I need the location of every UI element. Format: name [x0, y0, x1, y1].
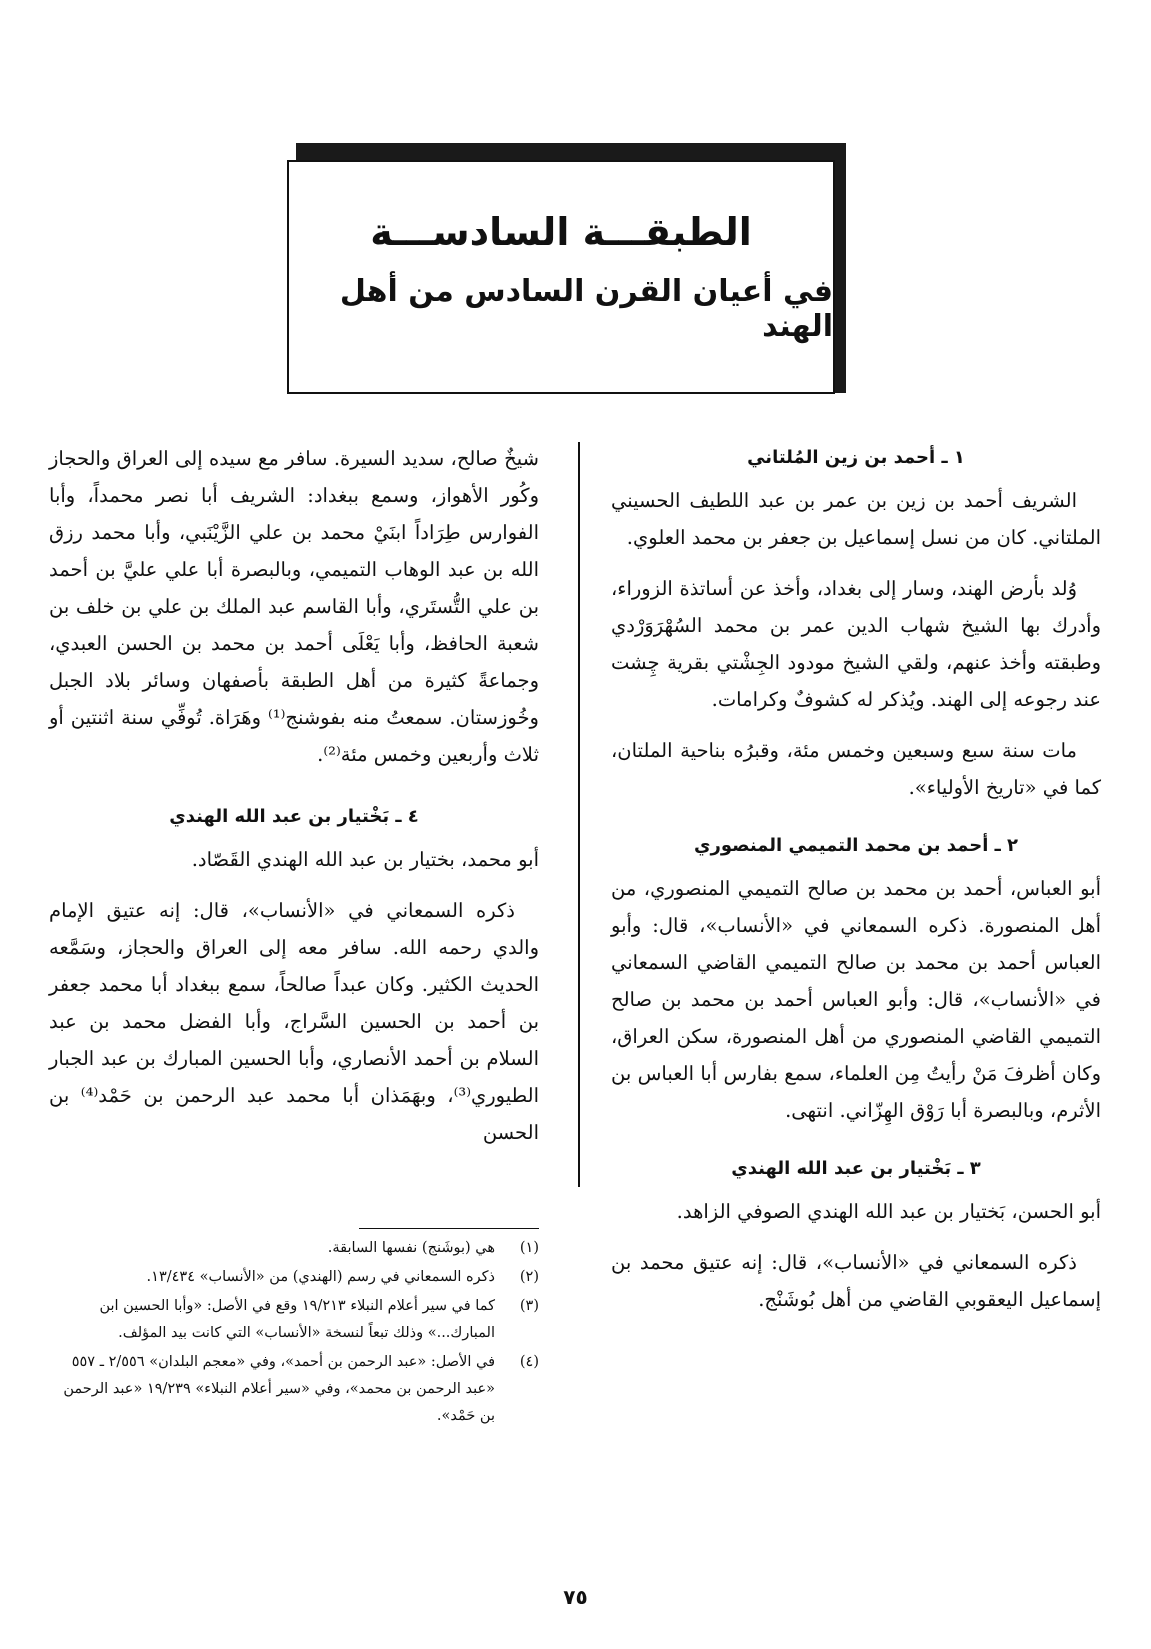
footnote-text: ذكره السمعاني في رسم (الهندي) من «الأنساب» ١٣/٤٣٤.: [146, 1269, 495, 1285]
right-column: [611, 440, 1101, 1340]
entry-title: ٢ ـ أحمد بن محمد التميمي المنصوري: [693, 835, 1019, 856]
footnote-3: [49, 1293, 539, 1347]
entry-2: [611, 828, 1101, 1129]
footnote-number: (٢): [519, 1269, 539, 1285]
entry-paragraph: الشريف أحمد بن زين بن عمر بن عبد اللطيف الحسيني الملتاني. كان من نسل إسماعيل بن جعفر بن محمد العلوي.: [611, 489, 1101, 549]
page-number: ٧٥: [563, 1585, 588, 1609]
entry-paragraph: أبو محمد، بختيار بن عبد الله الهندي القَصّاد.: [191, 848, 539, 871]
chapter-title-box: [287, 160, 835, 394]
entry-1: [611, 440, 1101, 806]
chapter-subtitle: في أعيان القرن السادس من أهل الهند: [339, 274, 833, 344]
footnote-4: [49, 1349, 539, 1430]
footnote-text: في الأصل: «عبد الرحمن بن أحمد»، وفي «معجم البلدان» ٢/٥٥٦ ـ ٥٥٧ «عبد الرحمن بن محمد»، وفي «سير أعلام النبلاء» ١٩/٢٣٩ «عبد الرحمن بن حَمْد».: [63, 1354, 495, 1424]
entry-title: ١ ـ أحمد بن زين المُلتاني: [747, 447, 965, 468]
entry-title: ٤ ـ بَخْتيار بن عبد الله الهندي: [169, 806, 419, 827]
entry-paragraph: مات سنة سبع وسبعين وخمس مئة، وقبرُه بناحية الملتان، كما في «تاريخ الأولياء».: [611, 739, 1101, 799]
footnote-number: (٣): [519, 1298, 539, 1314]
entry-paragraph: أبو العباس، أحمد بن محمد بن صالح التميمي المنصوري، من أهل المنصورة. ذكره السمعاني في «الأنساب»، قال: وأبو العباس أحمد بن محمد بن صالح التميمي القاضي السمعاني في «الأنساب»، قال: وأبو العباس أحمد بن محمد بن صالح التميمي القاضي المنصوري من أهل المنصورة، سكن العراق، وكان أظرفَ مَنْ رأيتُ مِن العلماء، سمع بفارس أبا العباس بن الأثرم، وبالبصرة أبا رَوْق الهِزّاني. انتهى.: [611, 877, 1101, 1122]
footnotes: [49, 1228, 539, 1432]
entry-title: ٣ ـ بَخْتيار بن عبد الله الهندي: [731, 1158, 981, 1179]
entry-4: [49, 799, 539, 1151]
footnote-text: هي (بوشَنج) نفسها السابقة.: [327, 1240, 495, 1256]
footnote-number: (١): [519, 1240, 539, 1256]
entry-paragraph: أبو الحسن، بَختيار بن عبد الله الهندي الصوفي الزاهد.: [676, 1200, 1101, 1223]
footnote-1: [49, 1235, 539, 1262]
chapter-title: الطبقـــة السادســـة: [370, 210, 752, 254]
left-column: [49, 440, 539, 1173]
footnote-rule: [359, 1228, 539, 1229]
entry-paragraph: ذكره السمعاني في «الأنساب»، قال: إنه عتيق الإمام والدي رحمه الله. سافر معه إلى العراق والحجاز، وسَمَّعه الحديث الكثير. وكان عبداً صالحاً، سمع ببغداد أبا محمد جعفر بن أحمد بن الحسين السَّراج، وأبا الفضل محمد بن عبد السلام بن أحمد الأنصاري، وأبا الحسين المبارك بن عبد الجبار الطيوري⁽³⁾، وبهَمَذان أبا محمد عبد الرحمن بن حَمْد⁽⁴⁾ بن الحسن: [49, 899, 539, 1144]
entry-paragraph: ذكره السمعاني في «الأنساب»، قال: إنه عتيق محمد بن إسماعيل اليعقوبي القاضي من أهل بُوشَنْج.: [611, 1251, 1101, 1311]
footnote-text: كما في سير أعلام النبلاء ١٩/٢١٣ وقع في الأصل: «وأبا الحسين ابن المبارك...» وذلك تبعاً لنسخة «الأنساب» التي كانت بيد المؤلف.: [99, 1298, 495, 1341]
entry-3: [611, 1151, 1101, 1318]
column-divider: [578, 442, 580, 1187]
footnote-2: [49, 1264, 539, 1291]
entry-paragraph: وُلد بأرض الهند، وسار إلى بغداد، وأخذ عن أساتذة الزوراء، وأدرك بها الشيخ شهاب الدين عمر بن محمد السُهْرَوَرْدي وطبقته وأخذ عنهم، ولقي الشيخ مودود الجِشْتي بقرية چِشت عند رجوعه إلى الهند. ويُذكر له كشوفٌ وكرامات.: [611, 577, 1101, 711]
footnote-number: (٤): [519, 1354, 539, 1370]
continuation-paragraph: شيخٌ صالح، سديد السيرة. سافر مع سيده إلى العراق والحجاز وكُور الأهواز، وسمع ببغداد: الشريف أبا نصر محمداً، وأبا الفوارس طِرَاداً ابنَيْ محمد بن علي الزَّيْنَبي، وأبا محمد رزق الله بن عبد الوهاب التميمي، وبالبصرة أبا علي عليَّ بن أحمد بن علي التُّستَري، وأبا القاسم عبد الملك بن علي بن خلف بن شعبة الحافظ، وأبا يَعْلَى أحمد بن محمد بن الحسن العبدي، وجماعةً كثيرة من أهل الطبقة بأصفهان وسائر بلاد الجبل وخُوزستان. سمعتُ منه بفوشنج⁽¹⁾ وهَرَاة. تُوفِّي سنة اثنتين أو ثلاث وأربعين وخمس مئة⁽²⁾.: [49, 447, 539, 766]
